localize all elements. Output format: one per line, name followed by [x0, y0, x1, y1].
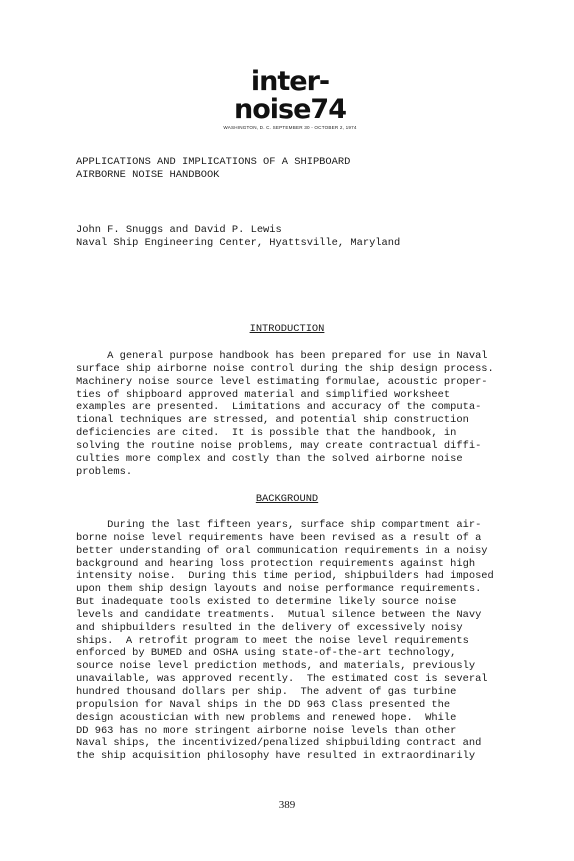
introduction-paragraph — [76, 350, 516, 478]
text-line: intensity noise. During this time period, shipbuilders had imposed — [76, 570, 494, 583]
author-block — [76, 224, 400, 250]
text-line: surface ship airborne noise control during the ship design process. — [76, 362, 494, 375]
text-line: design acoustician with new problems and renewed hope. While — [76, 711, 457, 724]
text-line: solving the routine noise problems, may create contractual diffi- — [76, 439, 482, 452]
text-line: better understanding of oral communication requirements in a noisy — [76, 544, 488, 557]
text-line: Naval ships, the incentivized/penalized shipbuilding contract and — [76, 737, 482, 750]
logo-subtitle: WASHINGTON, D. C. SEPTEMBER 30 - OCTOBER 2, 1974 — [223, 125, 357, 130]
text-line: propulsion for Naval ships in the DD 963 Class presented the — [76, 698, 451, 711]
title-line: APPLICATIONS AND IMPLICATIONS OF A SHIPBOARD — [76, 156, 351, 168]
text-line: But inadequate tools existed to determine likely source noise — [76, 596, 457, 609]
logo-wordmark: inter-noise74 — [234, 66, 346, 125]
text-line: During the last fifteen years, surface ship compartment air- — [76, 519, 482, 531]
section-heading-background: BACKGROUND — [255, 493, 319, 505]
text-line: unavailable, was approved recently. The estimated cost is several — [76, 673, 488, 686]
text-line: examples are presented. Limitations and accuracy of the computa- — [76, 401, 482, 414]
title-line: AIRBORNE NOISE HANDBOOK — [76, 169, 220, 181]
section-heading-introduction: INTRODUCTION — [249, 323, 325, 335]
text-line: ties of shipboard approved material and simplified worksheet — [76, 388, 451, 401]
text-line: DD 963 has no more stringent airborne noise levels than other — [76, 724, 457, 737]
paper-title — [76, 156, 350, 182]
text-line: ships. A retrofit program to meet the noise level requirements — [76, 634, 469, 647]
text-line: enforced by BUMED and OSHA using state-of-the-art technology, — [76, 647, 457, 660]
text-line: source noise level prediction methods, and materials, previously — [76, 660, 476, 673]
background-paragraph — [76, 519, 516, 763]
text-line: levels and candidate treatments. Mutual silence between the Navy — [76, 608, 482, 621]
text-line: the ship acquisition philosophy have resulted in extraordinarily — [76, 750, 476, 763]
text-line: upon them ship design layouts and noise performance requirements. — [76, 583, 482, 596]
text-line: hundred thousand dollars per ship. The advent of gas turbine — [76, 685, 457, 698]
page-number: 389 — [278, 799, 296, 811]
text-line: background and hearing loss protection requirements against high — [76, 557, 476, 570]
author-names: John F. Snuggs and David P. Lewis — [76, 224, 282, 236]
author-affiliation: Naval Ship Engineering Center, Hyattsville, Maryland — [76, 237, 401, 249]
text-line: tional techniques are stressed, and potential ship construction — [76, 414, 469, 427]
text-line: culties more complex and costly than the solved airborne noise — [76, 452, 463, 465]
text-line: deficiencies are cited. It is possible that the handbook, in — [76, 427, 457, 440]
text-line: borne noise level requirements have been revised as a result of a — [76, 531, 482, 544]
conference-logo — [210, 68, 370, 130]
text-line: and shipbuilders resulted in the delivery of excessively noisy — [76, 621, 463, 634]
text-line: problems. — [76, 465, 133, 478]
text-line: Machinery noise source level estimating formulae, acoustic proper- — [76, 375, 488, 388]
text-line: A general purpose handbook has been prepared for use in Naval — [76, 350, 488, 362]
